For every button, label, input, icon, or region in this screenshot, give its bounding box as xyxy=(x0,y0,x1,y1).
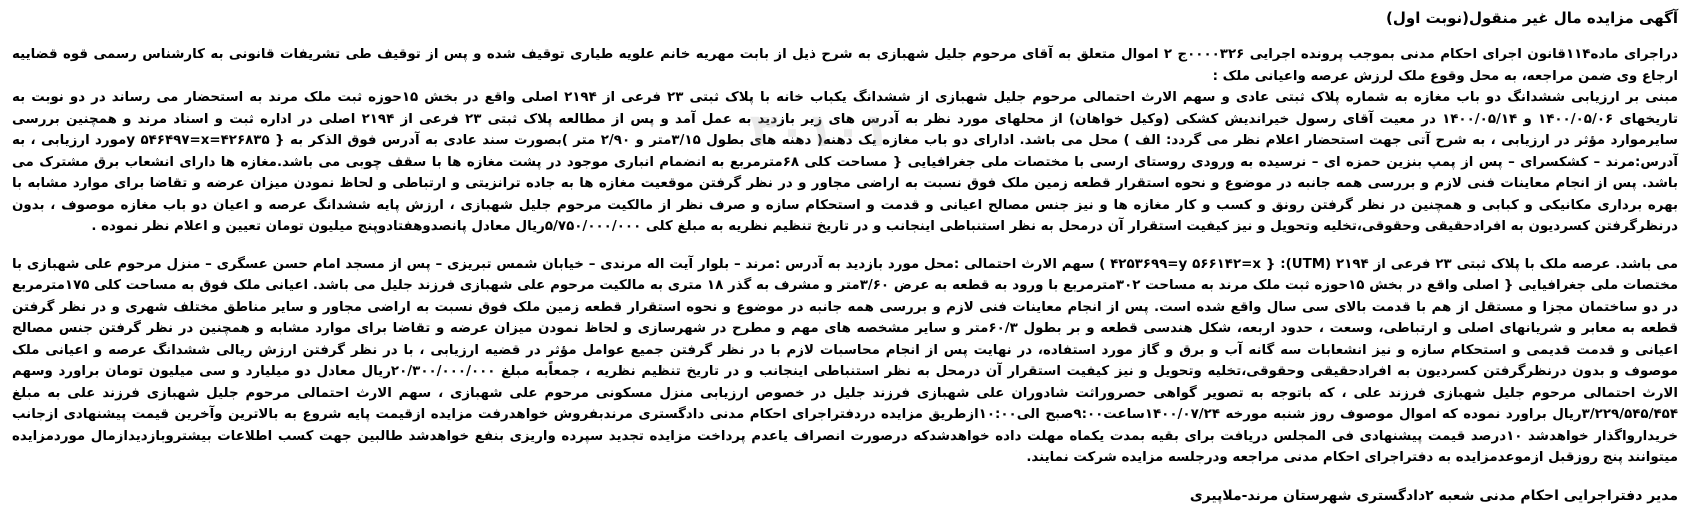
notice-title: آگهی مزایده مال غیر منقول(نوبت اول) xyxy=(1386,9,1678,27)
intro-paragraph: دراجرای ماده۱۱۴قانون اجرای احکام مدنی بموجب پرونده اجرایی ۰۰۰۰۳۲۶ج ۲ اموال متعلق به آقای مرحوم جلیل شهبازی به شرح ذیل از بابت مهریه خانم علویه طیاری توقیف شده و پس از توقیف طی تشریفات قانونی به کارشناس رسمی قوه قضاییه ارجاع وی ضمن مراجعه، به محل وقوع ملک لرزش عرصه واعیانی ملک : xyxy=(12,47,1678,84)
watermark: ۳۰۱۰۱ xyxy=(749,103,891,157)
shops-appraisal-paragraph: مبنی بر ارزیابی ششدانگ دو باب مغازه به شماره پلاک ثبتی عادی و سهم الارث احتمالی مرحوم جلیل شهبازی از ششدانگ یکباب خانه با پلاک ثبتی ۲۳ فرعی از ۲۱۹۴ اصلی واقع در بخش ۱۵حوزه ثبت ملک مرند به استحضار می رساند در دو نوبت به تاریخهای ۱۴۰۰/۰۵/۰۶ و ۱۴۰۰/۰۵/۱۴ در معیت آقای رسول خیراندیش کشکی (وکیل خواهان) از محلهای مورد نظر به آدرس های زیر بازدید به عمل آمد و پس از مطالعه پلاک ثبتی ۲۳ فرعی از ۲۱۹۴ اصلی در اداره ثبت و اسناد مرند و همچنین بررسی سایرموارد مؤثر در ارزیابی ، به شرح آتی جهت استحضار اعلام نظر می گردد: الف ) محل می باشد. ادارای دو باب مغازه یک دهنه( دهنه های بطول ۳/۱۵متر و ۲/۹۰ متر )بصورت سند عادی به آدرس فوق الذکر به { ۴۲۶۸۳۵=y ۵۴۶۴۹۷=xمورد ارزیابی ، به آدرس:مرند – کشکسرای – پس از پمپ بنزین حمزه ای – نرسیده به ورودی روستای ارسی با مختصات ملی جغرافیایی { مساحت کلی ۶۸مترمربع به انضمام انباری موجود در پشت مغازه ها با سقف چوبی می باشد.مغازه ها دارای انشعاب برق مشترک می باشد. پس از انجام معاینات فنی لازم و بررسی همه جانبه در موضوع و نحوه استقرار قطعه زمین ملک فوق نسبت به اراضی مجاور و در نظر گرفتن موقعیت مغازه ها به جاده ترانزیتی و ارتباطی و لحاظ نمودن میزان عرضه و تقاضا برای موارد مشابه با بهره برداری مکانیکی و کبابی و همچنین در نظر گرفتن رونق و کسب و کار مغازه ها و نیز جنس مصالح اعیانی و قدمت و استحکام سازه و صرف نظر از مالکیت مرحوم جلیل شهبازی ، ارزش پایه ششدانگ عرصه و اعیان دو باب مغازه موصوف ، بدون درنظرگرفتن کسردیون به افرادحقیقی وحقوقی،تخلیه وتحویل و نیز کیفیت استقرار آن درمحل به نظر استنباطی اینجانب و در تاریخ تنظیم نظریه به مبلغ کلی ۵/۷۵۰/۰۰۰/۰۰۰ریال معادل پانصدوهفتادوپنج میلیون تومان تعیین و اعلام نظر نموده . xyxy=(12,90,1678,234)
house-appraisal-paragraph: می باشد. عرصه ملک با پلاک ثبتی ۲۳ فرعی از ۲۱۹۴ (UTM): { ۴۲۵۳۶۹۹=y ۵۶۶۱۴۲=x ) سهم الارث احتمالی :محل مورد بازدید به آدرس :مرند – بلوار آیت اله مرندی – خیابان شمس تبریزی – پس از مسجد امام حسن عسگری – منزل مرحوم علی شهبازی با مختصات ملی جغرافیایی { اصلی واقع در بخش ۱۵حوزه ثبت ملک مرند به مساحت ۳۰۲مترمربع با ورود به قطعه به عرض ۳/۶۰متر و مشرف به گذر ۱۸ متری به مالکیت مرحوم علی شهبازی فرزند جلیل می باشد. اعیانی ملک فوق به مساحت کلی ۱۷۵مترمربع در دو ساختمان مجزا و مستقل از هم با قدمت بالای سی سال واقع شده است. پس از انجام معاینات فنی لازم و بررسی همه جانبه در موضوع و نحوه استقرار قطعه زمین ملک فوق نسبت به اراضی مجاور و سایر مناطق مختلف شهری و در نظر گرفتن قطعه به معابر و شریانهای اصلی و ارتباطی، وسعت ، حدود اربعه، شکل هندسی قطعه و بر بطول ۶۰/۳متر و سایر مشخصه های مهم و مطرح در شهرسازی و لحاظ نمودن میزان عرضه و تقاضا برای موارد مشابه و همچنین در نظر گرفتن جنس مصالح اعیانی و قدمت قدیمی و استحکام سازه و نیز انشعابات سه گانه آب و برق و گاز مورد استفاده، در نهایت پس از انجام محاسبات لازم با در نظر گرفتن جمیع عوامل مؤثر در قضیه ارزیابی ، با در نظر گرفتن ارزش ریالی ششدانگ عرصه و اعیانی ملک موصوف و بدون درنظرگرفتن کسردیون به افرادحقیقی وحقوقی،تخلیه وتحویل و نیز کیفیت استقرار آن درمحل به نظر استنباطی اینجانب و در تاریخ تنظیم نظریه ، جمعاًبه مبلغ ۲۰/۳۰۰/۰۰۰/۰۰۰ریال معادل دو میلیارد و سی میلیون تومان براورد وسهم الارث احتمالی مرحوم جلیل شهبازی فرزند علی ، که باتوجه به تصویر گواهی حصروراثت شادوران علی شهبازی فرزند جلیل در خصوص ارزیابی منزل مسکونی مرحوم علی شهبازی ، سهم الارث احتمالی مرحوم جلیل شهبازی فرزند علی به مبلغ ۳/۲۲۹/۵۴۵/۴۵۴ریال براورد نموده که اموال موصوف روز شنبه مورخه ۱۴۰۰/۰۷/۲۴ساعت۹:۰۰صبح الی۱۰:۰۰ازطریق مزایده دردفتراجرای احکام مدنی دادگستری مرندبفروش خواهدرفت مزایده ازقیمت پایه شروع به بالاترین وآخرین قیمت پیشنهادی ازجانب خریدارواگذار خواهدشد ۱۰درصد قیمت پیشنهادی فی المجلس دریافت برای بقیه بمدت یکماه مهلت داده خواهدشدکه درصورت انصراف یاعدم پرداخت مزایده تجدید سپرده واریزی بنفع خواهدشد طالبین جهت کسب اطلاعات بیشتروبازدیدازمال موردمزایده میتوانند پنج روزقبل ازموعدمزایده به دفتراجرای احکام مدنی مراجعه ودرجلسه مزایده شرکت نمایند. xyxy=(12,256,1679,465)
signature-line: مدیر دفتراجرایی احکام مدنی شعبه ۲دادگستری شهرستان مرند-ملاپیری xyxy=(1189,488,1678,504)
